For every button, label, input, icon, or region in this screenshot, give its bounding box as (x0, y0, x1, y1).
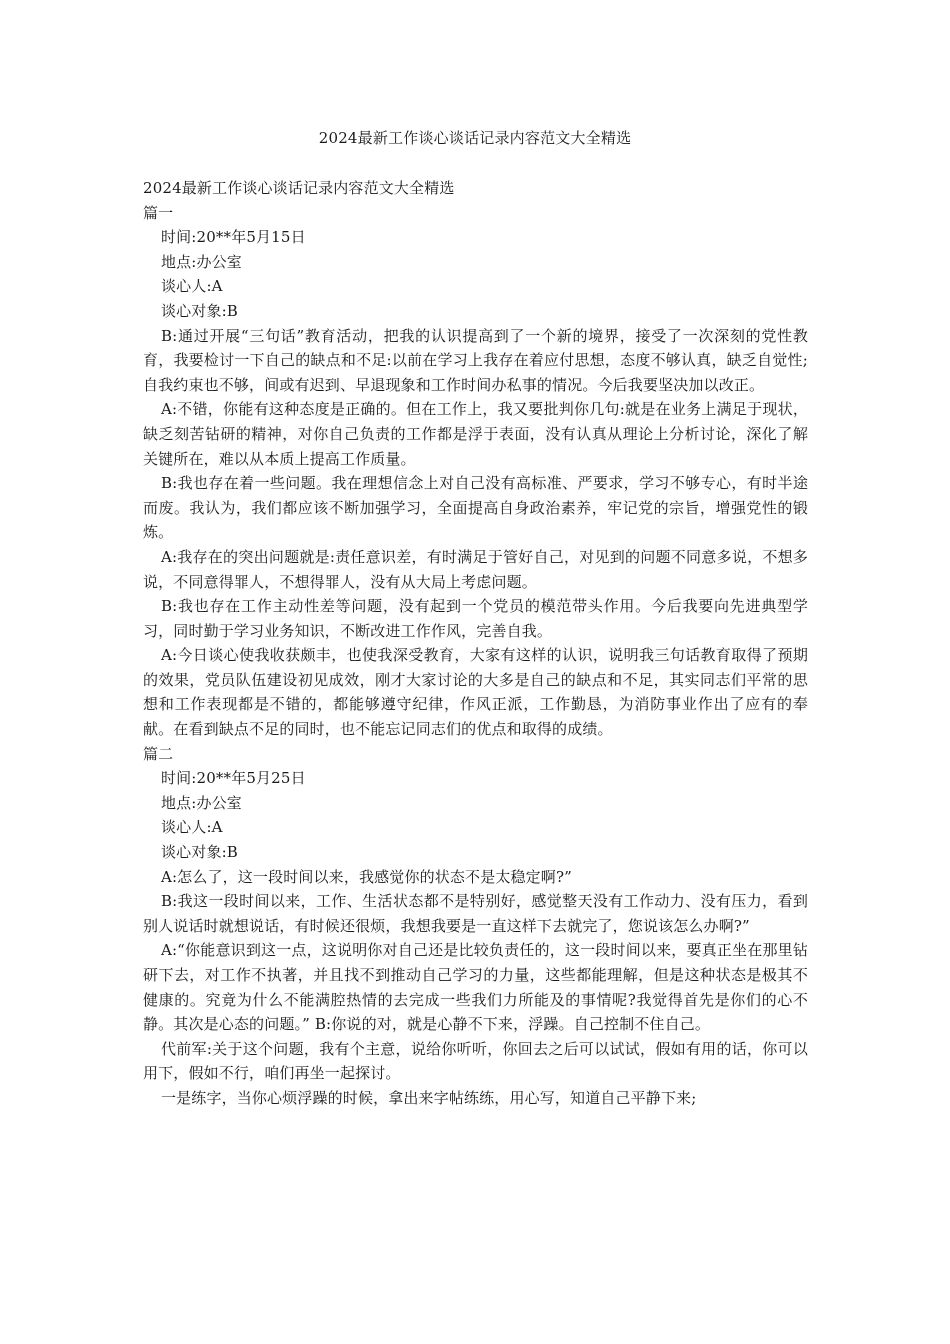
meeting-target: 谈心对象:B (161, 301, 238, 320)
dialogue-paragraph: B:我也存在着一些问题。我在理想信念上对自己没有高标准、严要求，学习不够专心，有时半途而废。我认为，我们都应该不断加强学习，全面提高自身政治素养，牢记党的宗旨，增强党性的锻炼。 (143, 474, 808, 542)
meeting-time: 时间:20**年5月15日 (161, 228, 306, 247)
dialogue-paragraph: A:我存在的突出问题就是:责任意识差，有时满足于管好自己，对见到的问题不同意多说，不想多说，不同意得罪人，不想得罪人，没有从大局上考虑问题。 (143, 547, 808, 591)
dialogue-paragraph: A:今日谈心使我收获颇丰，也使我深受教育，大家有这样的认识，说明我三句话教育取得了预期的效果，党员队伍建设初见成效，刚才大家讨论的大多是自己的缺点和不足，其实同志们平常的思想和工作表现都是不错的，都能够遵守纪律，作风正派，工作勤恳，为消防事业作出了应有的奉献。在看到缺点不足的同时，也不能忘记同志们的优点和取得的成绩。 (143, 646, 808, 739)
page-title: 2024最新工作谈心谈话记录内容范文大全精选 (318, 129, 632, 147)
dialogue-paragraph: A:不错，你能有这种态度是正确的。但在工作上，我又要批判你几句:就是在业务上满足于现状，缺乏刻苦钻研的精神，对你自己负责的工作都是浮于表面，没有认真从理论上分析讨论，深化了解关键所在，难以从本质上提高工作质量。 (143, 400, 808, 468)
meeting-place: 地点:办公室 (161, 252, 242, 271)
document-heading: 2024最新工作谈心谈话记录内容范文大全精选 (143, 179, 455, 197)
section-label: 篇一 (143, 203, 174, 222)
dialogue-paragraph: B:我也存在工作主动性差等问题，没有起到一个党员的模范带头作用。今后我要向先进典型学习，同时勤于学习业务知识，不断改进工作作风，完善自我。 (143, 597, 808, 640)
dialogue-paragraph: A:“你能意识到这一点，这说明你对自己还是比较负责任的，这一段时间以来，要真正坐在那里钻研下去，对工作不执著，并且找不到推动自己学习的力量，这些都能理解，但是这种状态是极其不健康的。究竟为什么不能满腔热情的去完成一些我们力所能及的事情呢?我觉得首先是你们的心不静。其次是心态的问题。” B:你说的对，就是心静不下来，浮躁。自己控制不住自己。 (143, 941, 808, 1034)
meeting-speaker: 谈心人:A (161, 277, 223, 296)
dialogue-paragraph: A:怎么了，这一段时间以来，我感觉你的状态不是太稳定啊?” (161, 867, 572, 886)
document-body (143, 176, 808, 1111)
meeting-speaker: 谈心人:A (161, 818, 223, 837)
meeting-target: 谈心对象:B (161, 843, 238, 862)
meeting-place: 地点:办公室 (161, 793, 242, 812)
dialogue-paragraph: 代前军:关于这个问题，我有个主意，说给你听听，你回去之后可以试试，假如有用的话，你可以用下，假如不行，咱们再坐一起探讨。 (143, 1039, 808, 1083)
meeting-time: 时间:20**年5月25日 (161, 769, 306, 788)
dialogue-paragraph: 一是练字，当你心烦浮躁的时候，拿出来字帖练练，用心写，知道自己平静下来; (161, 1088, 697, 1107)
dialogue-paragraph: B:我这一段时间以来，工作、生活状态都不是特别好，感觉整天没有工作动力、没有压力，看到别人说话时就想说话，有时候还很烦，我想我要是一直这样下去就完了，您说该怎么办啊?” (143, 892, 808, 935)
section-label: 篇二 (143, 744, 174, 763)
dialogue-paragraph: B:通过开展“三句话”教育活动，把我的认识提高到了一个新的境界，接受了一次深刻的党性教育，我要检讨一下自己的缺点和不足:以前在学习上我存在着应付思想，态度不够认真，缺乏自觉性;自我约束也不够，间或有迟到、早退现象和工作时间办私事的情况。今后我要坚决加以改正。 (143, 326, 808, 394)
